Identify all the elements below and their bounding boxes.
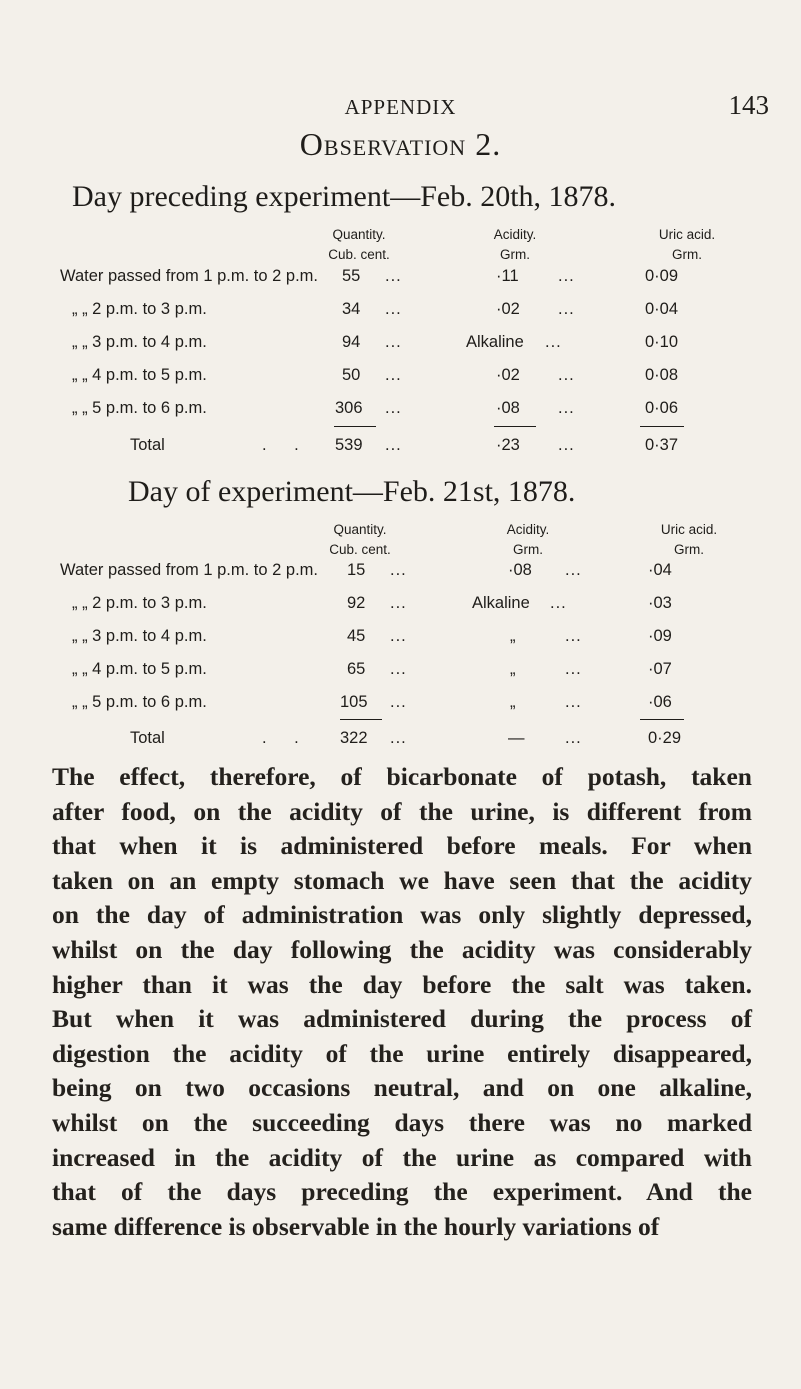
table-1-cell-quantity: 94 [342,333,361,351]
table-1-cell-quantity: 55 [342,267,361,285]
table-1-cell-quantity: 50 [342,366,361,384]
paragraph-line: after food, on the acidity of the urine, is different from [52,796,752,826]
table-1-cell-acidity: ·11 [496,267,519,285]
table-1-cell-quantity: 34 [342,300,361,318]
leader-dots: ... [558,300,575,318]
leader-dots: ... [385,399,402,417]
table-2-total-label: Total [130,729,165,747]
table-2-col-uric-header [634,520,744,560]
col-name: Acidity. [493,227,537,242]
paragraph-line: same difference is observable in the hourly variations of [52,1211,660,1241]
table-1-row-label: „ „ 2 p.m. to 3 p.m. [72,300,207,318]
table-2-cell-quantity: 15 [347,561,366,579]
paragraph-line: being on two occasions neutral, and on one alkaline, [52,1073,752,1103]
table-2-total-uric: 0·29 [648,729,682,747]
table-1-cell-acidity: ·02 [496,300,520,318]
paragraph-line: whilst on the succeeding days there was no marked [52,1107,752,1137]
leader-dots: ... [385,267,402,285]
table-1-col-uric-header [632,225,742,265]
leader-dots: ... [390,594,407,612]
running-title: APPENDIX [344,95,457,119]
table-1-total-label: Total [130,436,165,454]
table-2-row-label: „ „ 2 p.m. to 3 p.m. [72,594,207,612]
leader-dots: . . [262,436,299,454]
table-2-row-label: Water passed from 1 p.m. to 2 p.m. [60,561,318,579]
leader-dots: ... [558,399,575,417]
paragraph-line: that of the days preceding the experiment. And the [52,1177,752,1207]
leader-dots: ... [390,660,407,678]
paragraph-line: taken on an empty stomach we have seen that the acidity [52,865,752,895]
table-2-cell-uric: ·07 [648,660,672,678]
table-1-row-label: „ „ 4 p.m. to 5 p.m. [72,366,207,384]
col-unit: Grm. [500,247,530,262]
sum-rule [640,426,684,427]
table-2-cell-acidity: Alkaline [472,594,530,612]
sum-rule [340,719,382,720]
table-2-cell-uric: ·03 [648,594,672,612]
body-paragraph [52,760,752,1244]
table-2-cell-quantity: 105 [340,693,368,711]
table-2-row-label: „ „ 5 p.m. to 6 p.m. [72,693,207,711]
table-2-cell-uric: ·06 [648,693,672,711]
table-2-cell-uric: ·04 [648,561,672,579]
paragraph-line: higher than it was the day before the salt was taken. [52,969,752,999]
table-2-cell-acidity: „ [510,627,516,645]
table-1-row-label: „ „ 3 p.m. to 4 p.m. [72,333,207,351]
table-2-col-quantity-header [310,520,410,560]
col-name: Acidity. [506,522,550,537]
leader-dots: ... [390,729,407,747]
leader-dots: ... [565,693,582,711]
paragraph-line: increased in the acidity of the urine as compared with [52,1142,752,1172]
leader-dots: ... [550,594,567,612]
table-1-cell-acidity: ·02 [496,366,520,384]
table-2-caption: Day of experiment—Feb. 21st, 1878. [128,475,576,508]
table-1-cell-quantity: 306 [335,399,363,417]
table-2-cell-quantity: 92 [347,594,366,612]
table-1-cell-acidity: ·08 [496,399,520,417]
table-1-col-quantity-header [309,225,409,265]
paragraph-line: digestion the acidity of the urine entirely disappeared, [52,1038,752,1068]
table-2-cell-acidity: „ [510,693,516,711]
page-number: 143 [728,90,769,120]
table-1-cell-uric: 0·06 [645,399,679,417]
table-1-row-label: Water passed from 1 p.m. to 2 p.m. [60,267,318,285]
table-1-caption: Day preceding experiment—Feb. 20th, 1878. [72,180,617,213]
leader-dots: ... [558,366,575,384]
leader-dots: ... [390,561,407,579]
leader-dots: ... [565,660,582,678]
leader-dots: ... [385,333,402,351]
table-1-total-acidity: ·23 [496,436,520,454]
table-1-col-acidity-header [465,225,565,265]
col-unit: Grm. [672,247,702,262]
table-1-row-label: „ „ 5 p.m. to 6 p.m. [72,399,207,417]
leader-dots: ... [385,436,402,454]
sum-rule [640,719,684,720]
col-name: Quantity. [332,227,386,242]
leader-dots: ... [390,693,407,711]
table-1-cell-uric: 0·08 [645,366,679,384]
table-2-row-label: „ „ 3 p.m. to 4 p.m. [72,627,207,645]
table-1-cell-acidity: Alkaline [466,333,524,351]
leader-dots: ... [558,267,575,285]
col-unit: Grm. [513,542,543,557]
table-1-cell-uric: 0·10 [645,333,679,351]
paragraph-line: on the day of administration was only slightly depressed, [52,900,752,930]
paragraph-line: But when it was administered during the process of [52,1004,752,1034]
col-name: Quantity. [333,522,387,537]
col-unit: Cub. cent. [329,542,391,557]
leader-dots: ... [545,333,562,351]
leader-dots: ... [565,627,582,645]
col-unit: Cub. cent. [328,247,390,262]
leader-dots: ... [558,436,575,454]
table-2-row-label: „ „ 4 p.m. to 5 p.m. [72,660,207,678]
table-2-cell-quantity: 45 [347,627,366,645]
leader-dots: ... [565,561,582,579]
leader-dots: ... [385,366,402,384]
table-2-col-acidity-header [478,520,578,560]
leader-dots: . . [262,729,299,747]
col-unit: Grm. [674,542,704,557]
leader-dots: ... [385,300,402,318]
sum-rule [494,426,536,427]
sum-rule [334,426,376,427]
table-2-total-quantity: 322 [340,729,368,747]
table-1-total-quantity: 539 [335,436,363,454]
col-name: Uric acid. [660,522,718,537]
table-1-total-uric: 0·37 [645,436,679,454]
table-1-cell-uric: 0·09 [645,267,679,285]
col-name: Uric acid. [658,227,716,242]
observation-title: Observation 2. [299,126,502,162]
table-2-cell-acidity: ·08 [508,561,532,579]
paragraph-line: The effect, therefore, of bicarbonate of potash, taken [52,762,752,791]
paragraph-line: whilst on the day following the acidity was considerably [52,934,752,964]
paragraph-line: that when it is administered before meals. For when [52,831,752,861]
table-2-total-acidity: — [508,729,525,747]
leader-dots: ... [565,729,582,747]
table-2-cell-uric: ·09 [648,627,672,645]
table-1-cell-uric: 0·04 [645,300,679,318]
leader-dots: ... [390,627,407,645]
table-2-cell-acidity: „ [510,660,516,678]
table-2-cell-quantity: 65 [347,660,366,678]
